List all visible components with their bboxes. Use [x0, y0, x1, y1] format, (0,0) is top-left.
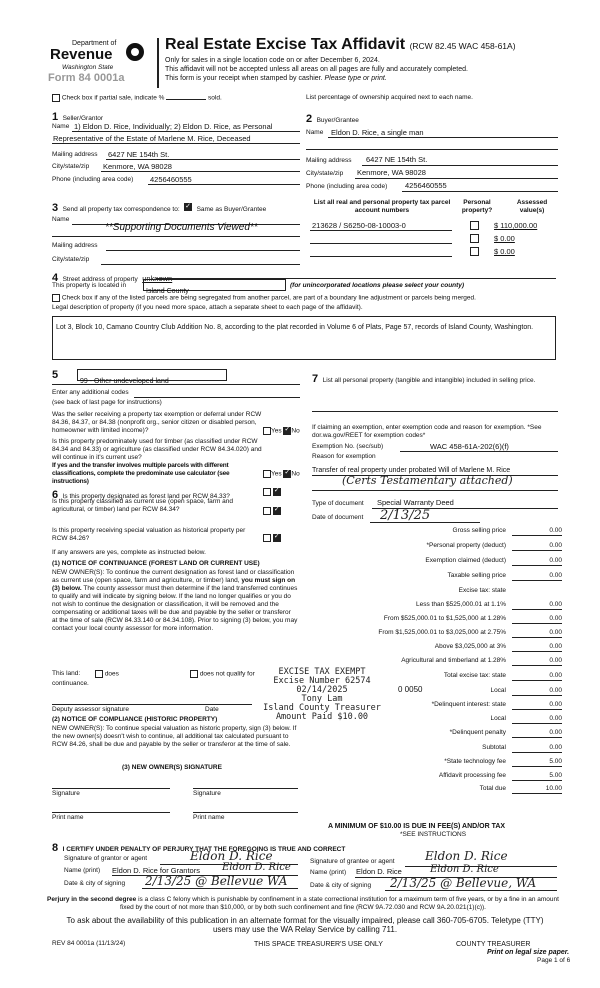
- tax-row-value[interactable]: 0.00: [512, 642, 562, 652]
- this-land-row: This land:: [52, 670, 81, 677]
- buyer-heading-text: Buyer/Grantee: [316, 117, 359, 124]
- tax-row: [300, 541, 562, 551]
- legal-description: Lot 3, Block 10, Camano Country Club Addition No. 8, according to the plat recorded in Volume 6 of Plats, Page 57, records of Island County, Washington.: [56, 324, 534, 331]
- current-use-question: Is this property classified as current use (open space, farm and agricultural, or timber) land per RCW 84.34?: [52, 498, 234, 513]
- assessed-value-3[interactable]: $ 0.00: [494, 247, 515, 256]
- tax-row: [300, 586, 562, 595]
- seller-phone-label: Phone (including area code): [52, 176, 134, 183]
- new-owner-sig-heading: (3) NEW OWNER(S) SIGNATURE: [122, 764, 222, 771]
- deputy-sig-label: Deputy assessor signature: [52, 706, 129, 713]
- grantee-date-city[interactable]: 2/13/25 @ Bellevue, WA: [390, 876, 537, 890]
- grantor-date-city[interactable]: 2/13/25 @ Bellevue WA: [145, 874, 288, 888]
- doc-type-label: Type of document: [312, 500, 364, 507]
- tax-row: [300, 642, 562, 652]
- does-checkbox[interactable]: [95, 670, 103, 678]
- segregated-row: [52, 294, 476, 303]
- current-use-yesno: [263, 507, 281, 516]
- seller-mail-label: Mailing address: [52, 151, 98, 158]
- tax-row-label: *State technology fee: [444, 758, 506, 765]
- tax-row-value[interactable]: 0.00: [512, 700, 562, 710]
- tax-row-value[interactable]: 0.00: [512, 571, 562, 581]
- tax-row-value[interactable]: 0.00: [512, 714, 562, 724]
- compliance-heading: (2) NOTICE OF COMPLIANCE (HISTORIC PROPERTY): [52, 716, 218, 723]
- street-address[interactable]: unknown: [142, 274, 173, 283]
- parcels-col1: List all real and personal property tax parcel account numbers: [313, 199, 451, 214]
- continuance-word: continuance.: [52, 680, 89, 687]
- grantor-name-label: Name (print): [64, 867, 101, 874]
- seller-name-line2[interactable]: Representative of the Estate of Marlene M. Rice, Deceased: [53, 134, 251, 143]
- tax-row-value[interactable]: 0.00: [512, 600, 562, 610]
- section7-heading: [312, 369, 558, 387]
- local-code: 0 0050: [398, 685, 423, 694]
- grantee-sig-label: Signature of grantee or agent: [310, 858, 395, 865]
- buyer-name-label: Name: [306, 129, 324, 136]
- tax-row: [300, 614, 562, 624]
- seller-phone[interactable]: 4256460555: [150, 175, 192, 184]
- header-divider: [157, 38, 159, 88]
- form-number: Form 84 0001a: [48, 72, 125, 84]
- dept-line3: Washington State: [62, 64, 114, 71]
- legal-description-box[interactable]: [52, 316, 556, 360]
- buyer-phone[interactable]: 4256460555: [405, 181, 447, 190]
- section3-same: Same as Buyer/Grantee: [196, 206, 267, 213]
- tax-row-value[interactable]: 5.00: [512, 771, 562, 781]
- seller-mail[interactable]: 6427 NE 154th St.: [108, 150, 170, 159]
- tax-row: [300, 526, 562, 536]
- parcels-col3: Assessed value(s): [516, 199, 548, 214]
- tax-row: [300, 784, 562, 794]
- tax-row: [300, 757, 562, 767]
- alt-format-notice: To ask about the availability of this publication in an alternate format for the visually impaired, please call 360-705-6705. Teletype (TTY) users may use the WA Relay Service by calling 711.: [66, 916, 544, 934]
- seller-name-line1[interactable]: 1) Eldon D. Rice, Individually; 2) Eldon D. Rice, as Personal: [74, 122, 273, 131]
- new-owner-sig-1: Signature: [52, 790, 80, 797]
- buyer-city[interactable]: Kenmore, WA 98028: [357, 168, 426, 177]
- use-code-select[interactable]: [77, 369, 227, 385]
- section3-text: Send all property tax correspondence to:: [62, 206, 180, 213]
- q-exemption: Was the seller receiving a property tax exemption or deferral under RCW 84.36, 84.37, or 84.38 (nonprofit org., senior citizen or disabled person, homeowner with limited income)?: [52, 411, 262, 434]
- header-sub1: Only for sales in a single location code on or after December 6, 2024.: [165, 57, 380, 64]
- grantor-name[interactable]: Eldon D. Rice for Grantors: [112, 866, 200, 875]
- buyer-mail[interactable]: 6427 NE 154th St.: [366, 155, 428, 164]
- does-not-row: does not qualify for: [190, 670, 255, 679]
- reason-handwritten: (Certs Testamentary attached): [342, 474, 513, 487]
- header-sub2: This affidavit will not be accepted unless all areas on all pages are fully and accurately completed.: [165, 66, 468, 73]
- forest-yesno: [263, 488, 281, 497]
- stamp-line5: Island County Treasurer: [263, 703, 381, 713]
- reason-text[interactable]: Transfer of real property under probated Will of Marlene M. Rice: [312, 467, 511, 474]
- buyer-mail-label: Mailing address: [306, 157, 352, 164]
- tax-row: [300, 600, 562, 610]
- tax-row: [300, 671, 562, 681]
- tax-row-label: Affidavit processing fee: [438, 772, 506, 779]
- forest-yes[interactable]: [263, 488, 271, 496]
- see-instructions: *SEE INSTRUCTIONS: [400, 831, 467, 838]
- tax-row-label: Above $3,025,000 at 3%: [434, 643, 506, 650]
- tax-row: [300, 743, 562, 753]
- continuance-heading: (1) NOTICE OF CONTINUANCE (FOREST LAND OR CURRENT USE): [52, 560, 260, 567]
- seller-name-label: Name: [52, 123, 70, 130]
- section4-num: 4: [52, 272, 59, 284]
- partial-sale-suffix: sold.: [208, 94, 222, 102]
- see-back: (see back of last page for instructions): [52, 399, 162, 406]
- tax-row: [300, 628, 562, 638]
- deputy-date-label: Date: [205, 706, 219, 713]
- tax-row-label: *Delinquent penalty: [449, 729, 506, 736]
- continuance-text: NEW OWNER(S): To continue the current designation as forest land or classification as current use (open space, farm and agriculture, or timber) land, you must sign on (3) below. The county assessor must then determine if the land transferred continues to qualify and will indicate by signing below. If the land no longer qualifies or you do not wish to continue the designation or classification, it will be removed and the compensating or additional taxes will be due and payable by the seller or transferor at the time of sale (RCW 84.33.140 or 84.34.108). Prior to signing (3) below, you may contact your local county assessor for more information.: [52, 569, 298, 632]
- certify-text: I CERTIFY UNDER PENALTY OF PERJURY THAT THE FOREGOING IS TRUE AND CORRECT: [62, 846, 346, 853]
- does-not-checkbox[interactable]: [190, 670, 198, 678]
- legal-label: Legal description of property (if you need more space, attach a separate sheet to each page of the affidavit).: [52, 304, 363, 311]
- legal-paper-note: Print on legal size paper.: [487, 949, 570, 956]
- tax-row-label: Excise tax: state: [458, 587, 506, 594]
- section7-text: List all personal property (tangible and intangible) included in selling price.: [322, 377, 536, 384]
- tax-row-label: Local: [490, 687, 506, 694]
- tax-row: [300, 700, 562, 710]
- doc-date-label: Date of document: [312, 514, 364, 521]
- county-treasurer: COUNTY TREASURER: [456, 941, 531, 948]
- grantee-name-hw: Eldon D. Rice: [430, 864, 499, 875]
- tax-row-label: *Personal property (deduct): [426, 542, 506, 549]
- title-text: Real Estate Excise Tax Affidavit: [165, 36, 406, 53]
- treasurer-use-only: THIS SPACE TREASURER'S USE ONLY: [254, 941, 383, 948]
- tax-row-label: Exemption claimed (deduct): [425, 557, 506, 564]
- list-percentage-note: List percentage of ownership acquired next to each name.: [306, 94, 473, 101]
- section3-heading: [52, 198, 266, 216]
- perjury-notice: Perjury in the second degree is a class C felony which is punishable by confinement in a state correctional institution for a maximum term of five years, or by a fine in an amount fixed by the court of not more than $10,000, or by both such confinement and fine (RCW 9A.72.030 and RCW 9A.20.021(1)(c)).: [47, 896, 559, 911]
- partial-sale-checkbox[interactable]: [52, 94, 60, 102]
- new-owner-print-1: Print name: [52, 814, 84, 821]
- parcels-col2: Personal property?: [461, 199, 493, 214]
- compliance-text: NEW OWNER(S): To continue special valuation as historic property, sign (3) below. If the new owner(s) doesn't wish to continue, all additional tax calculated pursuant to RCW 84.26, shall be due and payable by the seller or transferor at the time of sale.: [52, 725, 297, 748]
- grantee-name-label: Name (print): [310, 869, 347, 876]
- tax-row-value[interactable]: 0.00: [512, 656, 562, 666]
- section6-num: 6: [52, 489, 59, 501]
- personal-property-checkbox-3[interactable]: [470, 247, 479, 256]
- tax-row-value[interactable]: 10.00: [512, 784, 562, 794]
- county-value: Island County: [146, 288, 189, 295]
- section7-num: 7: [312, 373, 319, 385]
- tax-row-value[interactable]: 0.00: [512, 526, 562, 536]
- form-title: [165, 36, 516, 54]
- tax-row: [300, 686, 562, 696]
- tax-row-value[interactable]: 0.00: [512, 628, 562, 638]
- historic-question: Is this property receiving special valuation as historical property per RCW 84.26?: [52, 527, 246, 542]
- assessed-value-1[interactable]: $ 110,000.00: [494, 221, 538, 230]
- q-exemption-yes[interactable]: [263, 427, 271, 435]
- tax-row-label: *Delinquent interest: state: [431, 701, 506, 708]
- forest-question: Is this property designated as forest land per RCW 84.33?: [62, 493, 230, 500]
- tax-row-value[interactable]: 0.00: [512, 686, 562, 696]
- q-timber-no[interactable]: [283, 470, 291, 478]
- stamp-line2: Excise Number 62574: [273, 676, 371, 686]
- tax-row-value[interactable]: 0.00: [512, 743, 562, 753]
- segregated-checkbox[interactable]: [52, 294, 60, 302]
- grantee-date-label: Date & city of signing: [310, 882, 372, 889]
- section3-num: 3: [52, 202, 59, 214]
- dor-emblem-icon: [126, 43, 144, 61]
- assessed-value-2[interactable]: $ 0.00: [494, 234, 515, 243]
- section3-name-label: Name: [52, 216, 70, 223]
- q-timber-yes[interactable]: [263, 470, 271, 478]
- stamp-line1: EXCISE TAX EXEMPT: [278, 667, 366, 677]
- tax-row-value[interactable]: 0.00: [512, 541, 562, 551]
- dept-line2: Revenue: [50, 46, 113, 63]
- tax-row-value[interactable]: 0.00: [512, 556, 562, 566]
- county-select[interactable]: [143, 279, 286, 295]
- buyer-city-label: City/state/zip: [306, 170, 344, 177]
- new-owner-print-2: Print name: [193, 814, 225, 821]
- header-sub3a: This form is your receipt when stamped by cashier.: [165, 75, 325, 82]
- partial-sale-row: [52, 94, 222, 103]
- seller-heading-text: Seller/Grantor: [62, 115, 104, 122]
- exemption-no-label: Exemption No. (sec/sub): [312, 443, 384, 450]
- section3-mail-label: Mailing address: [52, 242, 98, 249]
- buyer-heading: [306, 109, 359, 127]
- buyer-phone-label: Phone (including area code): [306, 183, 388, 190]
- historic-no[interactable]: [273, 534, 281, 542]
- tax-row-label: From $525,000.01 to $1,525,000 at 1.28%: [383, 615, 506, 622]
- historic-yes[interactable]: [263, 534, 271, 542]
- page-number: Page 1 of 6: [537, 957, 571, 964]
- current-use-no[interactable]: [273, 507, 281, 515]
- seller-city[interactable]: Kenmore, WA 98028: [103, 162, 172, 171]
- reason-label: Reason for exemption: [312, 453, 376, 460]
- tax-row: [300, 571, 562, 581]
- tax-row: [300, 714, 562, 724]
- tax-row-value[interactable]: [512, 586, 562, 595]
- q-exemption-yesno: Yes ✓ No: [263, 427, 300, 436]
- grantor-date-label: Date & city of signing: [64, 880, 126, 887]
- exemption-no[interactable]: WAC 458-61A-202(6)(f): [430, 442, 509, 451]
- dept-line1: Department of: [72, 40, 117, 47]
- grantor-signature[interactable]: Eldon D. Rice: [190, 849, 273, 863]
- header-sub3: [165, 74, 387, 83]
- personal-property-checkbox-2[interactable]: [470, 234, 479, 243]
- tax-row-label: Taxable selling price: [447, 572, 506, 579]
- q-timber-b: If yes and the transfer involves multiple parcels with different classifications, complete the predominate use calculator (see instructions): [52, 462, 230, 485]
- tax-row-label: Local: [490, 715, 506, 722]
- tax-row: [300, 656, 562, 666]
- answers-instr: If any answers are yes, complete as instructed below.: [52, 549, 206, 556]
- tax-row-value[interactable]: 0.00: [512, 671, 562, 681]
- forest-no[interactable]: [273, 488, 281, 496]
- grantor-sig-label: Signature of grantor or agent: [64, 855, 148, 862]
- section8-num: 8: [52, 842, 59, 854]
- doc-type[interactable]: Special Warranty Deed: [377, 498, 454, 507]
- buyer-num: 2: [306, 113, 313, 125]
- tax-row-label: Agricultural and timberland at 1.28%: [401, 657, 506, 664]
- does-row: does: [95, 670, 119, 679]
- buyer-name[interactable]: Eldon D. Rice, a single man: [331, 128, 424, 137]
- grantee-signature[interactable]: Eldon D. Rice: [425, 849, 508, 863]
- seller-num: 1: [52, 111, 59, 123]
- tax-row: [300, 556, 562, 566]
- same-as-buyer-checkbox[interactable]: [184, 203, 192, 211]
- exemption-text: If claiming an exemption, enter exemption code and reason for exemption. *See dor.wa.gov/REET for exemption codes*: [312, 424, 542, 439]
- use-code-value: 99 - Other undeveloped land: [80, 378, 169, 385]
- current-use-yes[interactable]: [263, 507, 271, 515]
- doc-date[interactable]: 2/13/25: [380, 508, 431, 523]
- seller-city-label: City/state/zip: [52, 163, 90, 170]
- stamp-line6: Amount Paid $10.00: [275, 712, 369, 722]
- tax-row-label: Total excise tax: state: [443, 672, 506, 679]
- tax-row-label: Total due: [479, 785, 506, 792]
- parcel-number[interactable]: 213628 / S6250-08-10003-0: [312, 221, 406, 230]
- tax-row-label: Less than $525,000.01 at 1.1%: [416, 601, 506, 608]
- tax-row-label: Gross selling price: [452, 527, 506, 534]
- tax-row-label: From $1,525,000.01 to $3,025,000 at 2.75%: [378, 629, 506, 636]
- personal-property-checkbox-1[interactable]: [470, 221, 479, 230]
- located-label: This property is located in: [52, 282, 127, 289]
- section3-city-label: City/state/zip: [52, 256, 90, 263]
- grantor-name-hw: Eldon D. Rice: [222, 862, 291, 873]
- partial-sale-label: Check box if partial sale, indicate %: [61, 94, 165, 102]
- stamp-line4: Tony Lam: [301, 694, 343, 704]
- title-rcw: (RCW 82.45 WAC 458-61A): [409, 41, 516, 51]
- segregated-label: Check box if any of the listed parcels are being segregated from another parcel, are part of a boundary line adjustment or parcels being merged.: [61, 294, 476, 302]
- tax-row-value[interactable]: 0.00: [512, 614, 562, 624]
- historic-yesno: [263, 534, 281, 543]
- q-exemption-no[interactable]: [283, 427, 291, 435]
- tax-row-value[interactable]: 5.00: [512, 757, 562, 767]
- tax-row: [300, 771, 562, 781]
- dor-logo: [46, 39, 156, 87]
- supporting-docs-stamp: **Supporting Documents Viewed**: [105, 222, 258, 233]
- grantee-name[interactable]: Eldon D. Rice: [356, 867, 402, 876]
- additional-codes-label: Enter any additional codes: [52, 389, 129, 396]
- q-timber: Is this property predominately used for timber (as classified under RCW 84.34 and 84.33) or agriculture (as classified under RCW 84.34.020) and will continue in it's current use?: [52, 438, 262, 461]
- tax-row: [300, 728, 562, 738]
- header-sub3b: Please type or print.: [324, 75, 387, 82]
- tax-row-value[interactable]: 0.00: [512, 728, 562, 738]
- new-owner-sig-2: Signature: [193, 790, 221, 797]
- stamp-line3: 02/14/2025: [296, 685, 348, 695]
- minimum-due: A MINIMUM OF $10.00 IS DUE IN FEE(S) AND/OR TAX: [328, 823, 506, 830]
- section5-num: 5: [52, 369, 59, 381]
- uninc-note: (for unincorporated locations please select your county): [290, 282, 465, 289]
- tax-row-label: Subtotal: [482, 744, 506, 751]
- q-timber-yesno: Yes ✓ No: [263, 470, 300, 479]
- street-label: Street address of property: [62, 276, 138, 283]
- rev-code: REV 84 0001a (11/13/24): [52, 940, 126, 947]
